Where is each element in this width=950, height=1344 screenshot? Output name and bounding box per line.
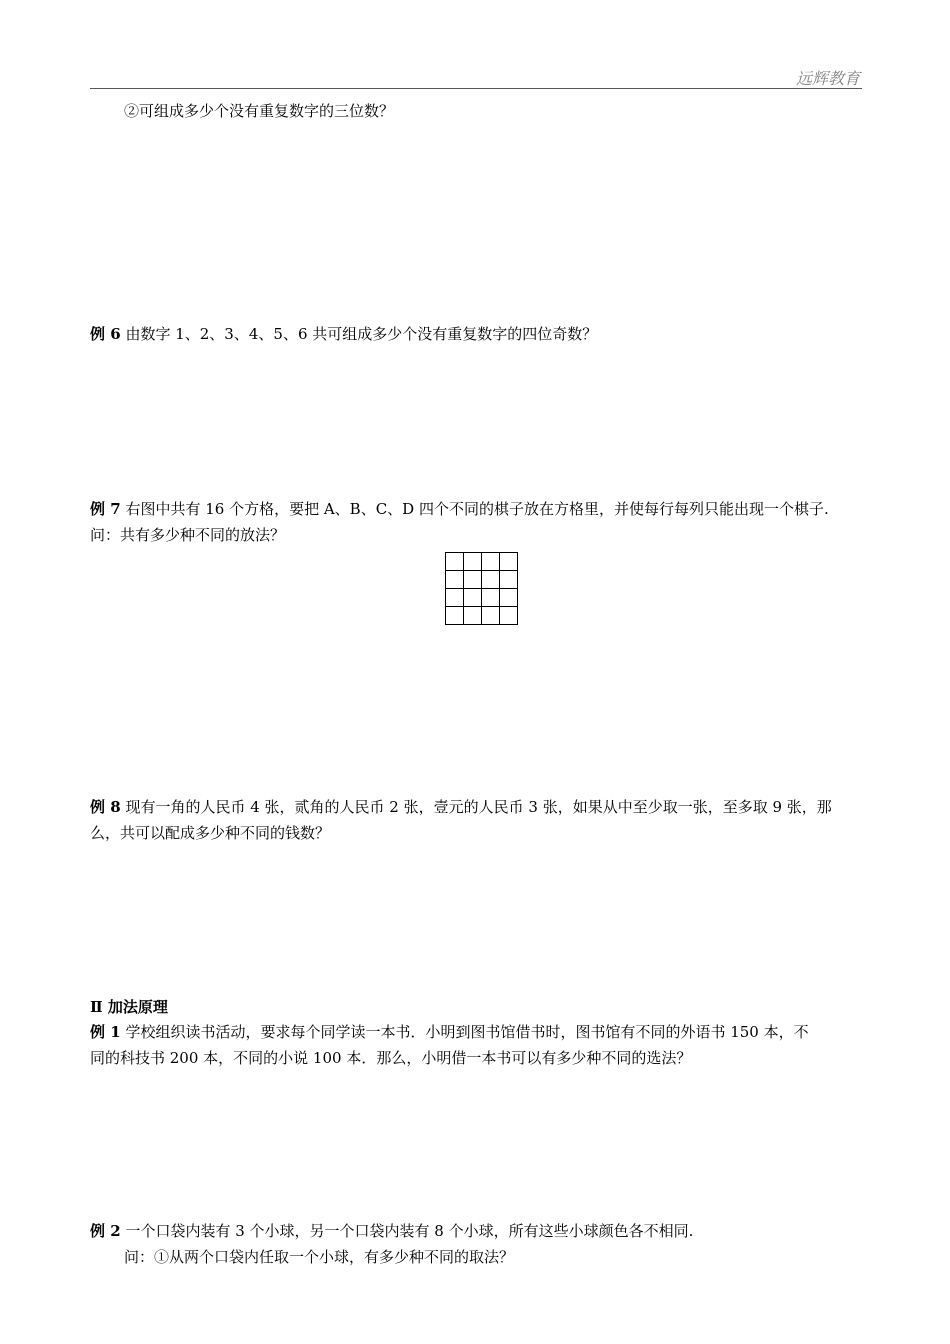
example-8 bbox=[90, 794, 865, 846]
grid-cell bbox=[464, 553, 482, 571]
example-text-line2: 么，共可以配成多少种不同的钱数？ bbox=[90, 824, 331, 842]
example-7 bbox=[90, 496, 865, 548]
header-rule bbox=[90, 88, 862, 89]
grid-cell bbox=[446, 607, 464, 625]
example-1 bbox=[90, 1019, 865, 1071]
grid-cell bbox=[482, 589, 500, 607]
example-text: 由数字 1、2、3、4、5、6 共可组成多少个没有重复数字的四位奇数？ bbox=[125, 325, 598, 343]
grid-cell bbox=[446, 553, 464, 571]
section-title: Ⅱ 加法原理 bbox=[90, 998, 168, 1016]
example-text-line2: 同的科技书 200 本，不同的小说 100 本．那么，小明借一本书可以有多少种不同的选法？ bbox=[90, 1049, 692, 1067]
grid-cell bbox=[500, 607, 518, 625]
example-text-line2: 问：共有多少种不同的放法？ bbox=[90, 526, 286, 544]
example-6 bbox=[90, 321, 865, 347]
grid-cell bbox=[446, 589, 464, 607]
grid-cell bbox=[482, 571, 500, 589]
example-text-line1: 右图中共有 16 个方格，要把 A、B、C、D 四个不同的棋子放在方格里，并使每行每列只能出现一个棋子. bbox=[125, 500, 829, 518]
example-2 bbox=[90, 1218, 865, 1270]
example-text-line2: 问：①从两个口袋内任取一个小球，有多少种不同的取法？ bbox=[124, 1248, 515, 1266]
grid-cell bbox=[464, 589, 482, 607]
example-text-line1: 现有一角的人民币 4 张，贰角的人民币 2 张，壹元的人民币 3 张，如果从中至少取一张，至多取 9 张，那 bbox=[125, 798, 832, 816]
example-label: 例 2 bbox=[90, 1222, 121, 1240]
example-text-line1: 一个口袋内装有 3 个小球，另一个口袋内装有 8 个小球，所有这些小球颜色各不相同. bbox=[125, 1222, 694, 1240]
grid-cell bbox=[500, 553, 518, 571]
grid-cell bbox=[464, 571, 482, 589]
example-label: 例 6 bbox=[90, 325, 121, 343]
question-text: ②可组成多少个没有重复数字的三位数？ bbox=[124, 102, 395, 120]
four-by-four-grid bbox=[445, 552, 518, 625]
example-label: 例 7 bbox=[90, 500, 121, 518]
example-label: 例 1 bbox=[90, 1023, 121, 1041]
grid-cell bbox=[482, 607, 500, 625]
header-brand: 远辉教育 bbox=[795, 69, 860, 88]
grid-cell bbox=[482, 553, 500, 571]
question-part-2 bbox=[90, 98, 899, 124]
grid-cell bbox=[464, 607, 482, 625]
grid-cell bbox=[446, 571, 464, 589]
example-label: 例 8 bbox=[90, 798, 121, 816]
grid-cell bbox=[500, 589, 518, 607]
example-text-line1: 学校组织读书活动，要求每个同学读一本书．小明到图书馆借书时，图书馆有不同的外语书 150 本，不 bbox=[125, 1023, 809, 1041]
grid-cell bbox=[500, 571, 518, 589]
